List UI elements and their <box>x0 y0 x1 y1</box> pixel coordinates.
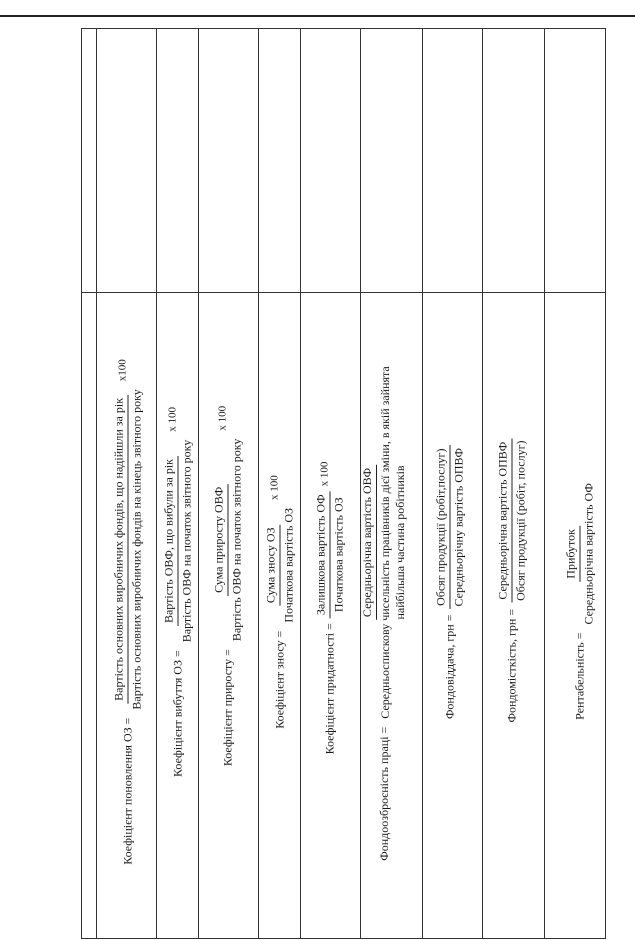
formula-fraction <box>264 505 297 626</box>
formula-fraction <box>496 438 529 604</box>
formula-fraction <box>162 437 195 645</box>
denominator: Середньоспискову чисельність працівників дієї зміни, в якій зайнята <box>378 366 392 719</box>
denominator: Вартість основних виробничих фондів на кінець звітного року <box>129 389 144 710</box>
numerator: Вартість основних виробничих фондів, що надійшли за рік <box>112 395 129 704</box>
denominator: Початкова вартість ОЗ <box>281 507 296 623</box>
formula-capital-productivity <box>434 445 467 719</box>
formula-label: Фондовіддача, грн = <box>442 614 457 720</box>
formula-renewal-coefficient <box>112 359 145 865</box>
denominator: Вартість ОВФ на початок звітного року <box>179 439 194 643</box>
formula-growth-coefficient <box>212 406 245 766</box>
numerator: Вартість ОВФ, що вибули за рік <box>162 456 179 626</box>
formula-label: Коефіцієнт вибуття ОЗ = <box>170 650 185 777</box>
multiplier: х 100 <box>166 407 178 432</box>
denominator: Обсяг продукції (робіт, послуг) <box>513 440 528 601</box>
formula-label: Коефіцієнт придатності = <box>322 623 337 755</box>
numerator: Середньорічна вартість ОВФ <box>360 465 377 620</box>
formula-label: Коефіцієнт приросту = <box>220 649 235 767</box>
formula-fraction <box>112 386 145 712</box>
column-divider <box>544 28 545 939</box>
denominator-line-2: найбільша частина робітників <box>393 465 407 620</box>
formula-retirement-coefficient <box>162 407 195 777</box>
row-divider <box>81 292 606 293</box>
column-divider <box>422 28 423 939</box>
column-divider <box>96 28 97 939</box>
denominator: Середньорічну вартість ОПВФ <box>451 447 466 607</box>
formula-label: Коефіцієнт поновлення ОЗ = <box>120 717 135 865</box>
formula-capital-labor-ratio <box>360 363 408 861</box>
formula-label: Фондомісткість, грн = <box>504 608 519 723</box>
formula-fraction <box>360 363 408 721</box>
formula-profitability <box>564 480 597 720</box>
column-divider <box>198 28 199 939</box>
multiplier: х100 <box>116 359 128 382</box>
numerator: Сума приросту ОВФ <box>212 484 229 596</box>
numerator: Прибуток <box>564 526 581 582</box>
denominator: Початкова вартість ОЗ <box>331 497 346 613</box>
formula-fraction <box>212 436 245 644</box>
column-divider <box>258 28 259 939</box>
column-divider <box>300 28 301 939</box>
multiplier: х 100 <box>268 475 280 500</box>
numerator: Сума зносу ОЗ <box>264 524 281 606</box>
column-divider <box>156 28 157 939</box>
formula-capital-intensity <box>496 438 529 723</box>
formula-wear-coefficient <box>264 475 297 729</box>
numerator: Середньорічна вартість ОПВФ <box>496 439 513 603</box>
formula-usability-coefficient <box>314 462 347 755</box>
formula-label: Рентабельність = <box>572 632 587 720</box>
formula-label: Коефіцієнт зносу = <box>272 630 287 729</box>
multiplier: х 100 <box>318 461 330 487</box>
formula-label: Фондоозброєність праці = <box>376 726 391 861</box>
multiplier: х 100 <box>216 405 228 431</box>
denominator: Вартість ОВФ на початок звітного року <box>229 438 244 642</box>
top-rule <box>0 15 635 17</box>
denominator: Середньорічна вартість ОФ <box>581 483 596 625</box>
numerator: Обсяг продукції (робіт,послуг) <box>434 446 451 609</box>
formula-fraction <box>434 445 467 610</box>
column-divider <box>482 28 483 939</box>
formula-fraction <box>564 480 597 627</box>
formula-fraction <box>314 491 347 618</box>
numerator: Залишкова вартість ОФ <box>314 491 331 618</box>
